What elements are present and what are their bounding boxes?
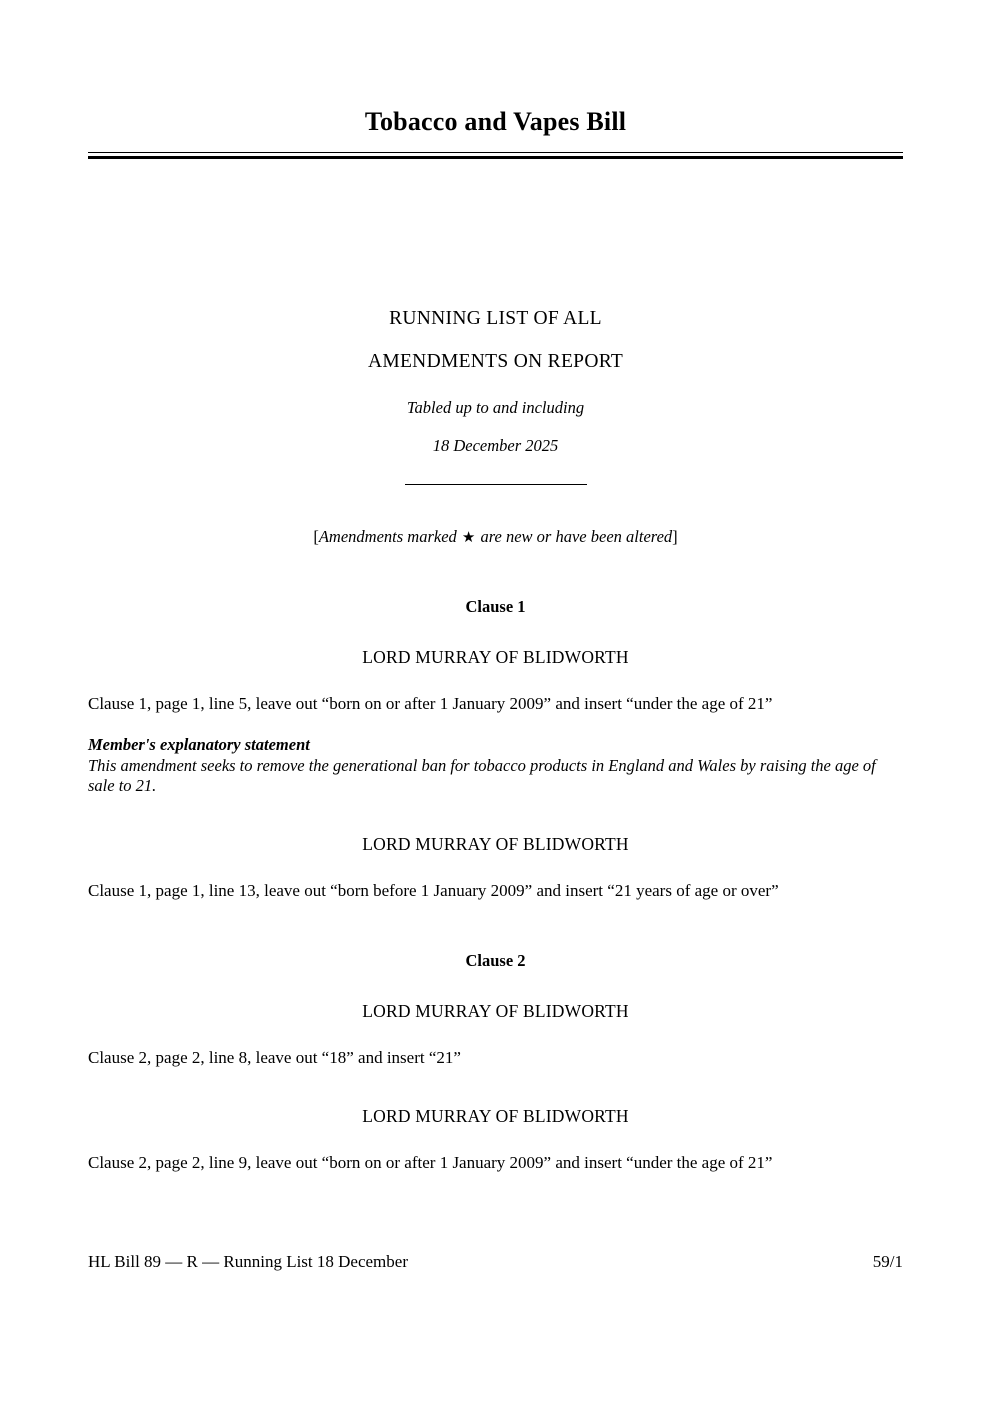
amendment-text: Clause 2, page 2, line 9, leave out “born on or after 1 January 2009” and insert “under the age of 21”: [88, 1152, 773, 1172]
amendment-text: Clause 1, page 1, line 5, leave out “born on or after 1 January 2009” and insert “under the age of 21”: [88, 693, 773, 713]
clause-section: [88, 951, 903, 1173]
page-footer: [88, 1252, 903, 1272]
clause-heading: Clause 2: [465, 950, 526, 970]
star-note: [88, 527, 903, 547]
amendment-entry: [88, 1001, 903, 1068]
amendment-entry: [88, 1106, 903, 1173]
tabled-date: 18 December 2025: [432, 436, 559, 456]
page-title: Tobacco and Vapes Bill: [364, 107, 627, 136]
amendment-text: Clause 1, page 1, line 13, leave out “born before 1 January 2009” and insert “21 years of age or over”: [88, 880, 779, 900]
explanatory-statement-title: Member's explanatory statement: [88, 735, 310, 755]
star-note-close-bracket: ]: [672, 526, 678, 546]
star-note-open-bracket: [: [313, 526, 319, 546]
tabled-label: Tabled up to and including: [406, 397, 585, 417]
heading-line-1: RUNNING LIST OF ALL: [389, 307, 602, 329]
footer-bill-reference: HL Bill 89 — R — Running List 18 December: [88, 1252, 408, 1271]
footer-page-number: 59/1: [872, 1252, 903, 1271]
star-note-before-star: Amendments marked: [318, 526, 461, 546]
heading-line-2: AMENDMENTS ON REPORT: [367, 351, 624, 373]
member-name: LORD MURRAY OF BLIDWORTH: [362, 646, 629, 667]
clause-heading: Clause 1: [465, 596, 526, 616]
clause-section: [88, 597, 903, 901]
title-double-rule: [88, 152, 903, 159]
document-content: [88, 0, 903, 1172]
member-name: LORD MURRAY OF BLIDWORTH: [362, 1000, 629, 1021]
star-note-after-star: are new or have been altered: [476, 526, 673, 546]
member-name: LORD MURRAY OF BLIDWORTH: [362, 1105, 629, 1126]
member-name: LORD MURRAY OF BLIDWORTH: [362, 833, 629, 854]
amendment-entry: [88, 834, 903, 901]
star-icon: ★: [461, 529, 476, 546]
report-heading-block: [88, 309, 903, 485]
amendment-text: Clause 2, page 2, line 8, leave out “18” and insert “21”: [88, 1047, 461, 1067]
explanatory-statement: [88, 735, 903, 795]
section-divider-rule: [405, 484, 587, 485]
explanatory-statement-body: This amendment seeks to remove the generational ban for tobacco products in England and Wales by raising the age of sale to 21.: [88, 756, 876, 796]
amendment-entry: [88, 647, 903, 796]
